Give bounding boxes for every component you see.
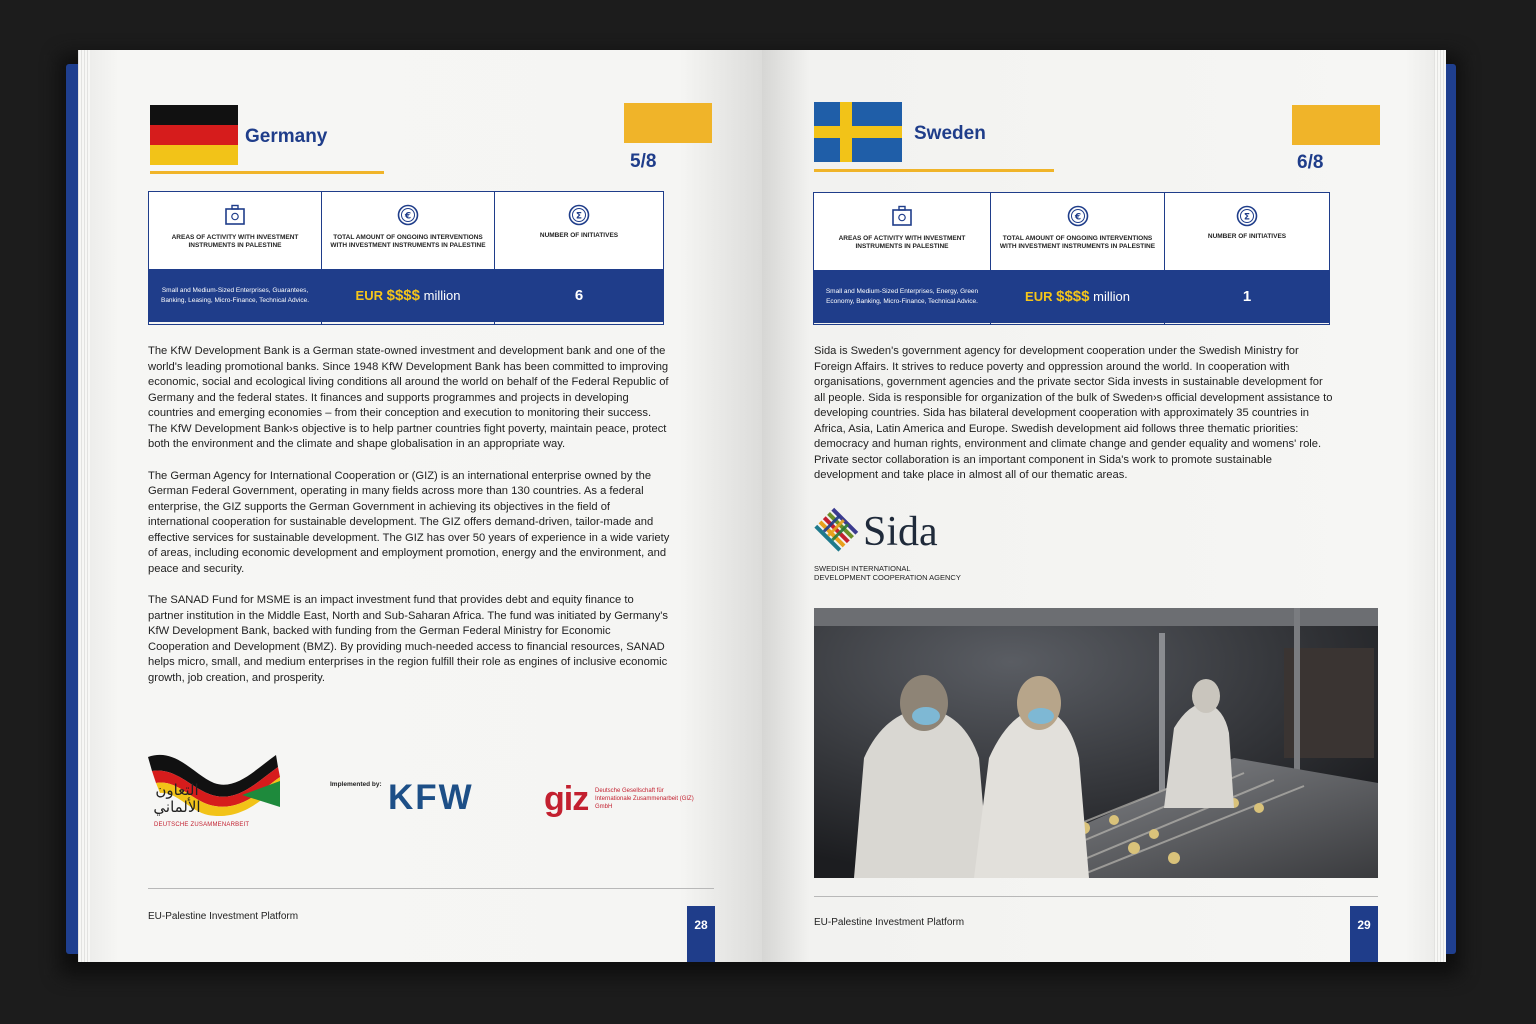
sida-subtitle-line-2: DEVELOPMENT COOPERATION AGENCY <box>814 573 961 582</box>
amount-figure: $$$$ <box>386 287 420 304</box>
investment-table <box>148 191 664 325</box>
sweden-flag <box>814 102 902 162</box>
sida-wordmark: Sida <box>863 509 938 555</box>
germany-flag <box>150 105 238 165</box>
factory-workers-photo <box>814 608 1378 878</box>
photo-illustration <box>814 608 1378 878</box>
left-body-text <box>148 344 670 702</box>
right-page <box>762 50 1446 962</box>
giz-paragraph: The German Agency for International Cooperation or (GIZ) is an international enterprise owned by the German Federal Government, operating in many fields across more than 130 countries. As a federal enterprise, the GIZ supports the German Government in achieving its objectives in the field of international cooperation for sustainable development. The GIZ offers demand-driven, tailor-made and effective services for sustainable development. The GIZ has over 50 years of experience in a wide variety of areas, including economic development and employment promotion, energy and the environment, and peace and security. <box>148 469 670 575</box>
arabic-line-2: الألماني <box>153 798 201 816</box>
investment-table <box>813 192 1330 325</box>
giz-subtitle: Deutsche Gesellschaft für Internationale Zusammenarbeit (GIZ) GmbH <box>595 788 694 810</box>
giz-logo: giz <box>544 780 589 818</box>
briefcase-icon <box>224 204 246 226</box>
amount-figure: $$$$ <box>1056 288 1090 305</box>
accent-bar <box>624 103 712 143</box>
amount-value <box>1025 288 1130 305</box>
amount-value <box>356 287 461 304</box>
areas-value: Small and Medium-Sized Enterprises, Energy, Green Economy, Banking, Micro-Finance, Technical Advice. <box>825 288 979 305</box>
sida-logo-mark <box>814 506 860 552</box>
areas-column <box>149 192 322 324</box>
sida-subtitle <box>814 564 961 582</box>
amount-currency: EUR <box>355 288 383 303</box>
sida-paragraph: Sida is Sweden's government agency for development cooperation under the Swedish Ministry for Foreign Affairs. It strives to reduce poverty and oppression around the world. In cooperation with organisations, government agencies and the private sector Sida invests in sustainable development for all people. Sida is responsible for organization of the bulk of Sweden›s official development assistance to developing countries. Sida has bilateral development cooperation with approximately 35 countries in Africa, Asia, Latin America and Europe. Swedish development aid follows three thematic priorities: democracy and human rights, environment and climate change and gender equality and womens' role. Private sector collaboration is an important component in Sida's work to promote sustainable development and take place in almost all of our thematic areas. <box>814 345 1333 481</box>
amount-column <box>322 192 495 324</box>
amount-header: TOTAL AMOUNT OF ONGOING INTERVENTIONS WITH INVESTMENT INSTRUMENTS IN PALESTINE <box>330 234 486 250</box>
initiatives-column <box>495 192 663 324</box>
kfw-paragraph: The KfW Development Bank is a German state-owned investment and development bank and one of the world's leading promotional banks. Since 1948 KfW Development Bank has been committed to improving economic, social and ecological living conditions all around the world on behalf of the Federal Republic of Germany and the federal states. It finances and supports programmes and projects in developing countries and emerging economies – from their conception and execution to monitoring their success. The KfW Development Bank›s objective is to help partner countries fight poverty, maintain peace, protect both the environment and the climate and shape globalisation in an appropriate way. <box>148 345 669 450</box>
svg-text:€: € <box>404 211 412 222</box>
amount-currency: EUR <box>1025 289 1053 304</box>
areas-header: AREAS OF ACTIVITY WITH INVESTMENT INSTRUMENTS IN PALESTINE <box>171 234 299 250</box>
page-number-badge: 28 <box>687 906 715 962</box>
country-title: Germany <box>245 126 328 147</box>
initiatives-value: 6 <box>574 287 584 304</box>
arabic-wordmark <box>152 782 202 816</box>
areas-column <box>814 193 991 324</box>
page-number-badge: 29 <box>1350 906 1378 962</box>
title-underline <box>814 169 1054 172</box>
amount-header: TOTAL AMOUNT OF ONGOING INTERVENTIONS WITH INVESTMENT INSTRUMENTS IN PALESTINE <box>999 235 1156 251</box>
page-edges <box>78 50 90 962</box>
initiatives-header: NUMBER OF INITIATIVES <box>539 232 619 239</box>
amount-unit: million <box>423 288 461 303</box>
sigma-icon <box>568 204 590 226</box>
footer-title: EU-Palestine Investment Platform <box>148 911 299 922</box>
initiatives-header: NUMBER OF INITIATIVES <box>1207 233 1287 240</box>
footer-divider <box>814 896 1378 897</box>
amount-unit: million <box>1093 289 1130 304</box>
euro-coin-icon <box>397 204 419 226</box>
accent-bar <box>1292 105 1380 145</box>
sanad-paragraph: The SANAD Fund for MSME is an impact investment fund that provides debt and equity finance to partner institution in the Middle East, North and Sub-Saharan Africa. The fund was initiated by Germany's KfW Development Bank, backed with funding from the German Federal Ministry for Economic Cooperation and Development (BMZ). By providing much-needed access to financial resources, SANAD helps micro, small, and medium enterprises in the region fulfill their role as engines of inclusive economic growth, job creation, and prosperity. <box>148 594 668 684</box>
svg-text:Σ: Σ <box>1243 212 1251 223</box>
page-edges <box>1434 50 1446 962</box>
initiatives-column <box>1165 193 1329 324</box>
section-fraction: 6/8 <box>1297 152 1324 173</box>
sigma-icon <box>1236 205 1258 227</box>
amount-column <box>991 193 1165 324</box>
left-page <box>78 50 762 962</box>
sida-subtitle-line-1: SWEDISH INTERNATIONAL <box>814 564 911 573</box>
svg-text:€: € <box>1074 212 1081 223</box>
section-fraction: 5/8 <box>630 151 657 172</box>
initiatives-value: 1 <box>1242 288 1252 305</box>
footer-title: EU-Palestine Investment Platform <box>814 917 965 928</box>
briefcase-icon <box>891 205 913 227</box>
implemented-by-label: Implemented by: <box>330 781 382 788</box>
areas-header: AREAS OF ACTIVITY WITH INVESTMENT INSTRUMENTS IN PALESTINE <box>838 235 966 251</box>
country-title: Sweden <box>914 123 986 144</box>
deutsche-zusammenarbeit-label: DEUTSCHE ZUSAMMENARBEIT <box>154 822 250 828</box>
svg-text:Σ: Σ <box>575 211 583 222</box>
arabic-line-1: التعاون <box>155 781 199 799</box>
footer-divider <box>148 888 714 889</box>
euro-coin-icon <box>1067 205 1089 227</box>
kfw-logo: KFW <box>388 778 474 817</box>
areas-value: Small and Medium-Sized Enterprises, Guarantees, Banking, Leasing, Micro-Finance, Technical Advice. <box>160 287 309 304</box>
title-underline <box>150 171 384 174</box>
